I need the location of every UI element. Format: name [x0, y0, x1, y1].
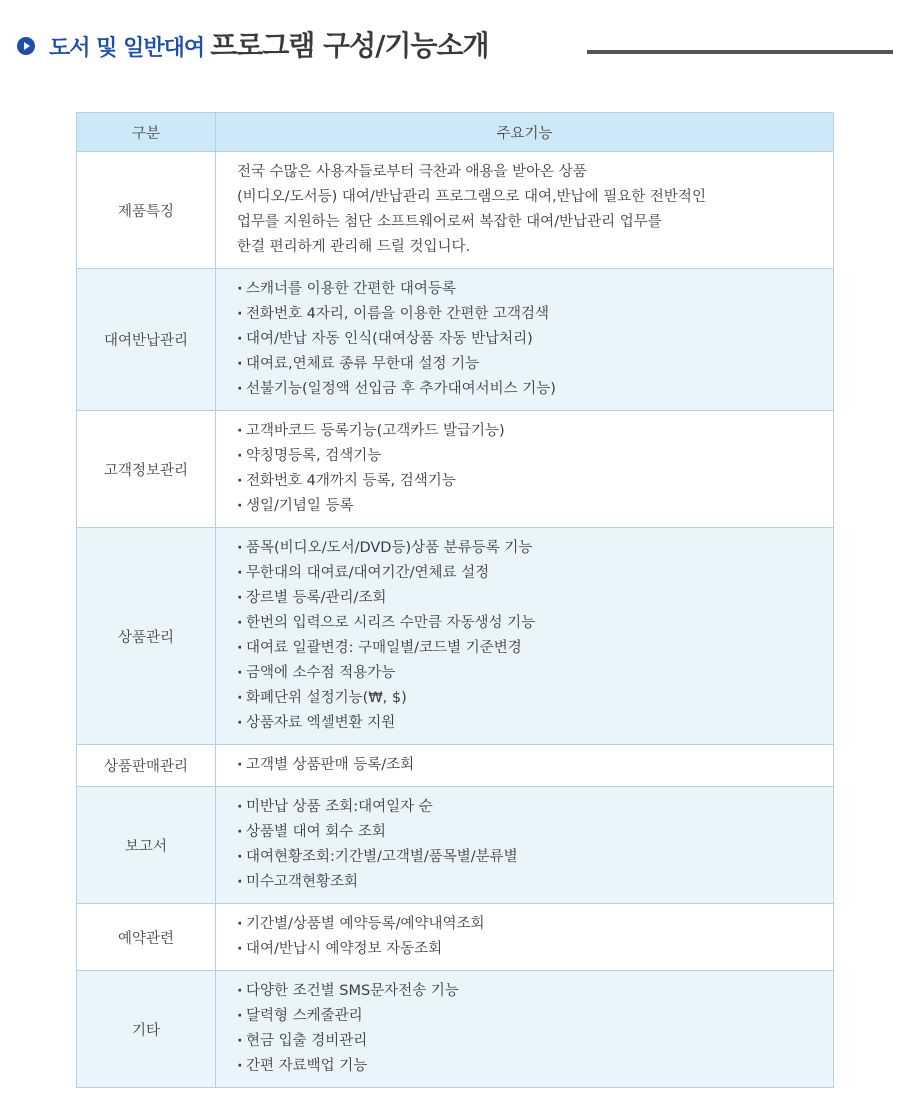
bullet-icon: · [237, 1008, 243, 1024]
feature-item [237, 444, 833, 469]
table-row [77, 971, 834, 1088]
bullet-icon: · [237, 640, 243, 656]
feature-item [237, 586, 833, 611]
feature-text: 다양한 조건별 SMS문자전송 기능 [246, 983, 459, 999]
bullet-icon: · [237, 565, 243, 581]
bullet-icon: · [237, 916, 243, 932]
feature-text: 간편 자료백업 기능 [246, 1058, 368, 1074]
feature-text: 대여료,연체료 종류 무한대 설정 기능 [246, 356, 480, 372]
feature-item [237, 469, 833, 494]
title-main: 프로그램 구성/기능소개 [210, 29, 489, 62]
feature-text: 금액에 소수점 적용가능 [246, 665, 396, 681]
page-header [15, 28, 895, 64]
feature-text: 달력형 스케줄관리 [246, 1008, 363, 1024]
feature-text: 약칭명등록, 검색기능 [246, 448, 382, 464]
description-line: 업무를 지원하는 첨단 소프트웨어로써 복잡한 대여/반납관리 업무를 [237, 214, 662, 230]
bullet-icon: · [237, 306, 243, 322]
feature-item [237, 1054, 833, 1079]
feature-item [237, 979, 833, 1004]
bullet-icon: · [237, 1033, 243, 1049]
feature-item [237, 536, 833, 561]
feature-text: 전화번호 4개까지 등록, 검색기능 [246, 473, 456, 489]
feature-text: 고객바코드 등록기능(고객카드 발급기능) [246, 423, 505, 439]
play-circle-icon [17, 37, 35, 55]
feature-item [237, 845, 833, 870]
category-cell: 제품특징 [77, 152, 216, 269]
feature-text: 상품자료 엑셀변환 지원 [246, 715, 396, 731]
features-cell [216, 787, 834, 904]
column-header-features: 주요기능 [216, 113, 834, 152]
features-cell [216, 269, 834, 411]
features-cell [216, 904, 834, 971]
bullet-icon: · [237, 356, 243, 372]
feature-item [237, 636, 833, 661]
bullet-icon: · [237, 381, 243, 397]
feature-item [237, 327, 833, 352]
feature-item [237, 1029, 833, 1054]
category-cell: 보고서 [77, 787, 216, 904]
feature-text: 대여/반납시 예약정보 자동조회 [246, 941, 443, 957]
bullet-icon: · [237, 941, 243, 957]
bullet-icon: · [237, 690, 243, 706]
feature-item [237, 561, 833, 586]
feature-text: 선불기능(일정액 선입금 후 추가대여서비스 기능) [246, 381, 556, 397]
feature-item [237, 711, 833, 736]
table-row [77, 269, 834, 411]
feature-text: 대여료 일괄변경: 구매일별/코드별 기준변경 [246, 640, 522, 656]
bullet-icon: · [237, 799, 243, 815]
bullet-icon: · [237, 849, 243, 865]
feature-item [237, 686, 833, 711]
feature-item [237, 820, 833, 845]
feature-item [237, 937, 833, 962]
category-cell: 상품관리 [77, 528, 216, 745]
feature-text: 대여/반납 자동 인식(대여상품 자동 반납처리) [246, 331, 533, 347]
table-row [77, 152, 834, 269]
bullet-icon: · [237, 423, 243, 439]
feature-text: 장르별 등록/관리/조회 [246, 590, 387, 606]
category-cell: 기타 [77, 971, 216, 1088]
bullet-icon: · [237, 757, 243, 773]
bullet-icon: · [237, 281, 243, 297]
feature-item [237, 352, 833, 377]
feature-text: 화폐단위 설정기능(₩, $) [246, 690, 407, 706]
title-accent: 도서 및 일반대여 [49, 36, 205, 61]
features-cell [216, 528, 834, 745]
description-line: 전국 수많은 사용자들로부터 극찬과 애용을 받아온 상품 [237, 164, 587, 180]
feature-item [237, 377, 833, 402]
feature-text: 기간별/상품별 예약등록/예약내역조회 [246, 916, 485, 932]
feature-text: 현금 입출 경비관리 [246, 1033, 368, 1049]
feature-text: 품목(비디오/도서/DVD등)상품 분류등록 기능 [246, 540, 533, 556]
table-row [77, 528, 834, 745]
category-cell: 예약관련 [77, 904, 216, 971]
table-row [77, 904, 834, 971]
description-line: 한결 편리하게 관리해 드릴 것입니다. [237, 239, 471, 255]
feature-text: 생일/기념일 등록 [246, 498, 354, 514]
feature-item [237, 419, 833, 444]
bullet-icon: · [237, 615, 243, 631]
feature-text: 상품별 대여 회수 조회 [246, 824, 386, 840]
bullet-icon: · [237, 715, 243, 731]
bullet-icon: · [237, 665, 243, 681]
bullet-icon: · [237, 448, 243, 464]
bullet-icon: · [237, 590, 243, 606]
feature-text: 한번의 입력으로 시리즈 수만큼 자동생성 기능 [246, 615, 536, 631]
title-underline [587, 50, 893, 54]
feature-item [237, 494, 833, 519]
feature-item [237, 661, 833, 686]
description-line: (비디오/도서등) 대여/반납관리 프로그램으로 대여,반납에 필요한 전반적인 [237, 189, 706, 205]
bullet-icon: · [237, 473, 243, 489]
bullet-icon: · [237, 1058, 243, 1074]
feature-text: 무한대의 대여료/대여기간/연체료 설정 [246, 565, 490, 581]
features-cell [216, 745, 834, 787]
category-cell: 고객정보관리 [77, 411, 216, 528]
bullet-icon: · [237, 983, 243, 999]
feature-item [237, 302, 833, 327]
category-cell: 상품판매관리 [77, 745, 216, 787]
feature-text: 미수고객현황조회 [246, 874, 359, 890]
feature-item [237, 611, 833, 636]
feature-item [237, 795, 833, 820]
bullet-icon: · [237, 824, 243, 840]
page-title [49, 28, 489, 64]
table-row [77, 745, 834, 787]
feature-item [237, 753, 833, 778]
bullet-icon: · [237, 540, 243, 556]
table-row [77, 411, 834, 528]
bullet-icon: · [237, 874, 243, 890]
feature-item [237, 1004, 833, 1029]
feature-table [76, 112, 834, 1088]
feature-text: 미반납 상품 조회:대여일자 순 [246, 799, 433, 815]
feature-text: 대여현황조회:기간별/고객별/품목별/분류별 [246, 849, 518, 865]
table-header-row [77, 113, 834, 152]
feature-item [237, 870, 833, 895]
feature-text: 고객별 상품판매 등록/조회 [246, 757, 415, 773]
features-cell [216, 411, 834, 528]
feature-text: 스캐너를 이용한 간편한 대여등록 [246, 281, 456, 297]
bullet-icon: · [237, 331, 243, 347]
description-cell [216, 152, 834, 269]
bullet-icon: · [237, 498, 243, 514]
table-row [77, 787, 834, 904]
feature-item [237, 277, 833, 302]
column-header-category: 구분 [77, 113, 216, 152]
features-cell [216, 971, 834, 1088]
feature-item [237, 912, 833, 937]
category-cell: 대여반납관리 [77, 269, 216, 411]
feature-text: 전화번호 4자리, 이름을 이용한 간편한 고객검색 [246, 306, 550, 322]
